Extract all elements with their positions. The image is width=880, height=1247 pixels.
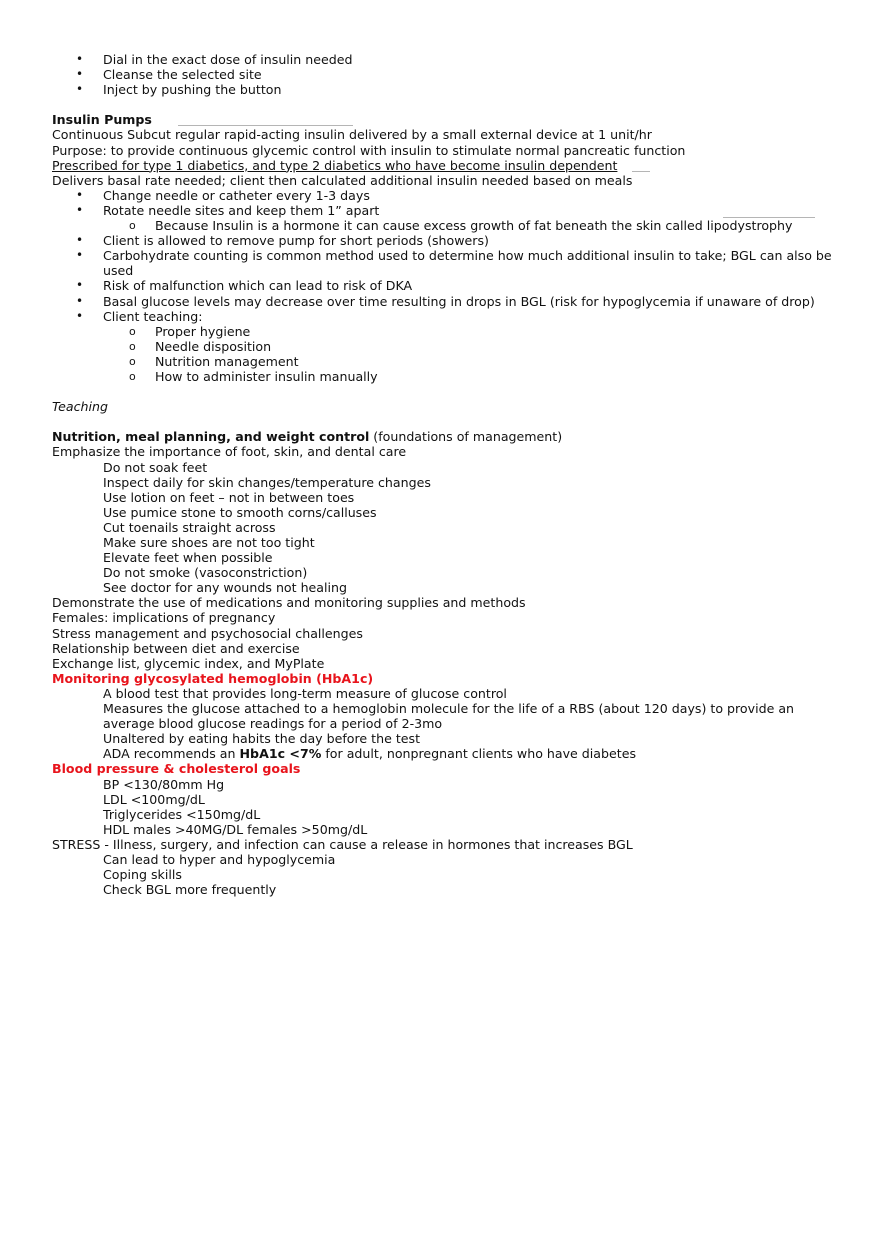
teaching-sub-bullet: o How to administer insulin manually xyxy=(52,369,832,384)
teaching-line: Demonstrate the use of medications and monitoring supplies and methods xyxy=(52,595,526,611)
pump-bullet: • Rotate needle sites and keep them 1” apart xyxy=(52,203,832,218)
document-page xyxy=(52,52,832,897)
foot-item: Do not smoke (vasoconstriction) xyxy=(103,565,308,581)
pen-step: • Inject by pushing the button xyxy=(52,82,832,97)
teaching-sub-bullet: o Proper hygiene xyxy=(52,324,832,339)
pump-bullet: • Basal glucose levels may decrease over time resulting in drops in BGL (risk for hypoglycemia if unaware of drop) xyxy=(52,294,832,309)
pumps-line: Delivers basal rate needed; client then calculated additional insulin needed based on meals xyxy=(52,172,633,188)
bp-heading: Blood pressure & cholesterol goals xyxy=(52,761,301,777)
foot-item: Do not soak feet xyxy=(103,459,208,475)
hba1c-heading: Monitoring glycosylated hemoglobin (HbA1c) xyxy=(52,670,374,686)
stress-item: Can lead to hyper and hypoglycemia xyxy=(103,851,336,867)
pump-bullet: • Client teaching: xyxy=(52,309,832,324)
stress-item: Check BGL more frequently xyxy=(103,882,277,898)
foot-care-line: Emphasize the importance of foot, skin, and dental care xyxy=(52,444,407,460)
bp-item: BP <130/80mm Hg xyxy=(103,776,225,792)
teaching-heading: Teaching xyxy=(52,399,108,415)
pump-bullet: • Carbohydrate counting is common method used to determine how much additional insulin to take; BGL can also be used xyxy=(52,248,832,278)
pumps-line-prescribed: Prescribed for type 1 diabetics, and type 2 diabetics who have become insulin dependent xyxy=(52,158,832,173)
hba1c-item: A blood test that provides long-term measure of glucose control xyxy=(103,685,507,701)
teaching-line: Exchange list, glycemic index, and MyPlate xyxy=(52,655,325,671)
foot-item: Inspect daily for skin changes/temperature changes xyxy=(103,474,431,490)
teaching-line: Stress management and psychosocial challenges xyxy=(52,625,363,641)
bp-item: HDL males >40MG/DL females >50mg/dL xyxy=(103,821,368,837)
stress-item: Coping skills xyxy=(103,867,182,883)
pump-bullet: • Risk of malfunction which can lead to risk of DKA xyxy=(52,278,832,293)
ada-recommendation: ADA recommends an HbA1c <7% for adult, nonpregnant clients who have diabetes xyxy=(103,746,637,762)
pump-sub-bullet: o Because Insulin is a hormone it can cause excess growth of fat beneath the skin called lipodystrophy xyxy=(52,218,832,233)
hba1c-item: Unaltered by eating habits the day before the test xyxy=(103,731,421,747)
foot-item: See doctor for any wounds not healing xyxy=(103,580,347,596)
bp-item: LDL <100mg/dL xyxy=(103,791,205,807)
pumps-line: Purpose: to provide continuous glycemic control with insulin to stimulate normal pancreatic function xyxy=(52,142,686,158)
foot-item: Cut toenails straight across xyxy=(103,519,276,535)
teaching-sub-bullet: o Nutrition management xyxy=(52,354,832,369)
foot-item: Make sure shoes are not too tight xyxy=(103,535,315,550)
teaching-sub-bullet: o Needle disposition xyxy=(52,339,832,354)
pen-step: • Dial in the exact dose of insulin needed xyxy=(52,52,832,67)
hba1c-item: Measures the glucose attached to a hemoglobin molecule for the life of a RBS (about 120 days) to provide an average blood glucose readings for a period of 2-3mo xyxy=(103,701,795,732)
foot-item: Use pumice stone to smooth corns/calluses xyxy=(103,504,377,520)
foot-item: Elevate feet when possible xyxy=(103,550,273,566)
pen-step: • Cleanse the selected site xyxy=(52,67,832,82)
stress-line: STRESS - Illness, surgery, and infection can cause a release in hormones that increases BGL xyxy=(52,836,633,852)
teaching-line: Females: implications of pregnancy xyxy=(52,610,276,626)
bp-item: Triglycerides <150mg/dL xyxy=(103,806,261,822)
insulin-pumps-heading: Insulin Pumps xyxy=(52,112,832,127)
pump-bullet: • Client is allowed to remove pump for short periods (showers) xyxy=(52,233,832,248)
pump-bullet: • Change needle or catheter every 1-3 days xyxy=(52,188,832,203)
teaching-line: Relationship between diet and exercise xyxy=(52,640,300,656)
pumps-line: Continuous Subcut regular rapid-acting insulin delivered by a small external device at 1 unit/hr xyxy=(52,127,652,143)
nutrition-line: Nutrition, meal planning, and weight control (foundations of management) xyxy=(52,429,563,445)
foot-item: Use lotion on feet – not in between toes xyxy=(103,489,355,505)
